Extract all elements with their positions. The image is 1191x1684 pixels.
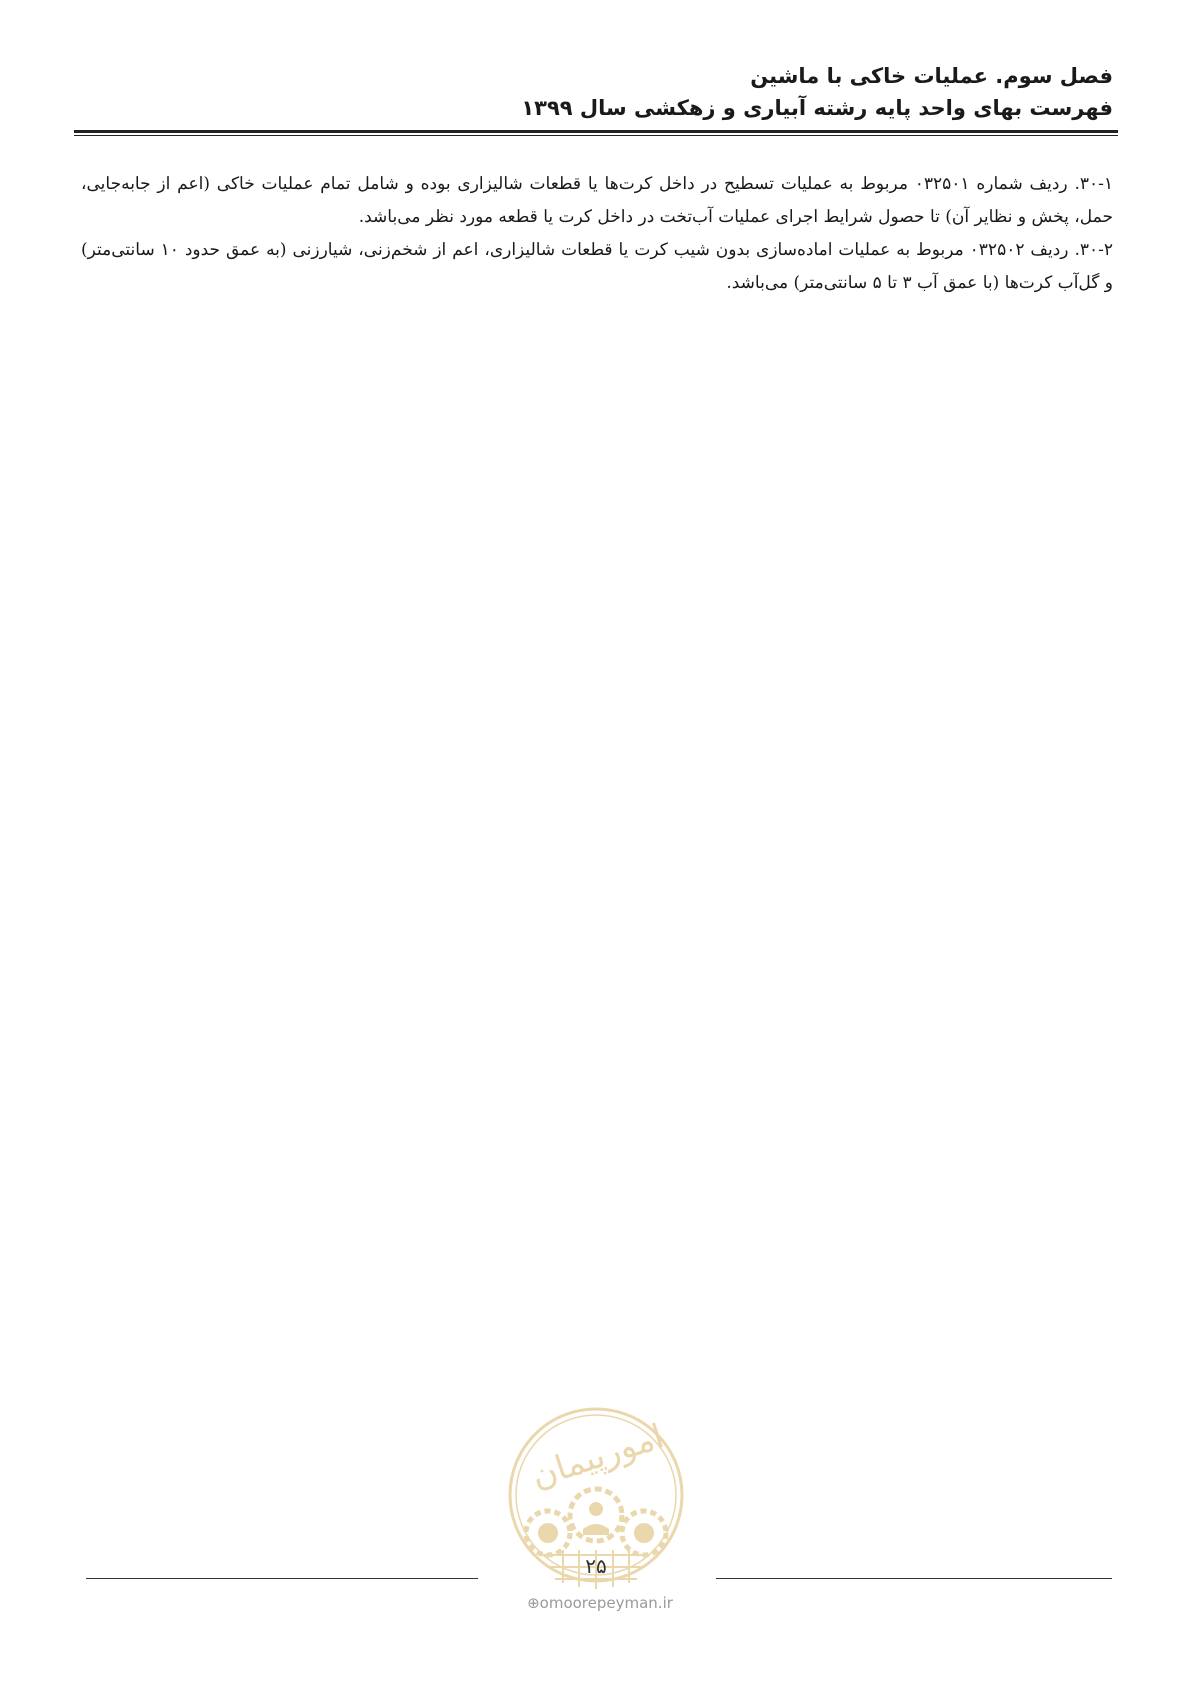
header-rule-thin [74,135,1118,136]
page-header [73,60,1113,124]
watermark-logo-text: امورپیمان [526,1416,669,1497]
footer-site [510,1594,690,1612]
footer-rule-right [716,1578,1112,1579]
footer-rule-left [86,1578,478,1579]
paragraph-30-1: ۳۰-۱. ردیف شماره ۰۳۲۵۰۱ مربوط به عملیات تسطیح در داخل کرت‌ها یا قطعات شالیزاری بوده و شامل تمام عملیات خاکی (اعم از جابه‌جایی، حمل، پخش و نظایر آن) تا حصول شرایط اجرای عملیات آب‌تخت در داخل کرت یا قطعه مورد نظر می‌باشد. [81,174,1113,227]
footer-site-text: omoorepeyman.ir [539,1594,673,1612]
page-number: ۲۵ [585,1554,607,1578]
paragraph-30-2: ۳۰-۲. ردیف ۰۳۲۵۰۲ مربوط به عملیات اماده‌سازی بدون شیب کرت یا قطعات شالیزاری، اعم از شخم‌زنی، شیارزنی (به عمق حدود ۱۰ سانتی‌متر) و گل‌آب کرت‌ها (با عمق آب ۳ تا ۵ سانتی‌متر) می‌باشد. [81,240,1113,293]
globe-icon: ⊕ [527,1594,540,1612]
gear-logo-icon [526,1489,666,1555]
header-rule-thick [74,130,1118,133]
chapter-title: فصل سوم. عملیات خاکی با ماشین [750,64,1113,88]
body-text [81,168,1113,300]
book-title: فهرست بهای واحد پایه رشته آبیاری و زهکشی سال ۱۳۹۹ [521,96,1113,120]
